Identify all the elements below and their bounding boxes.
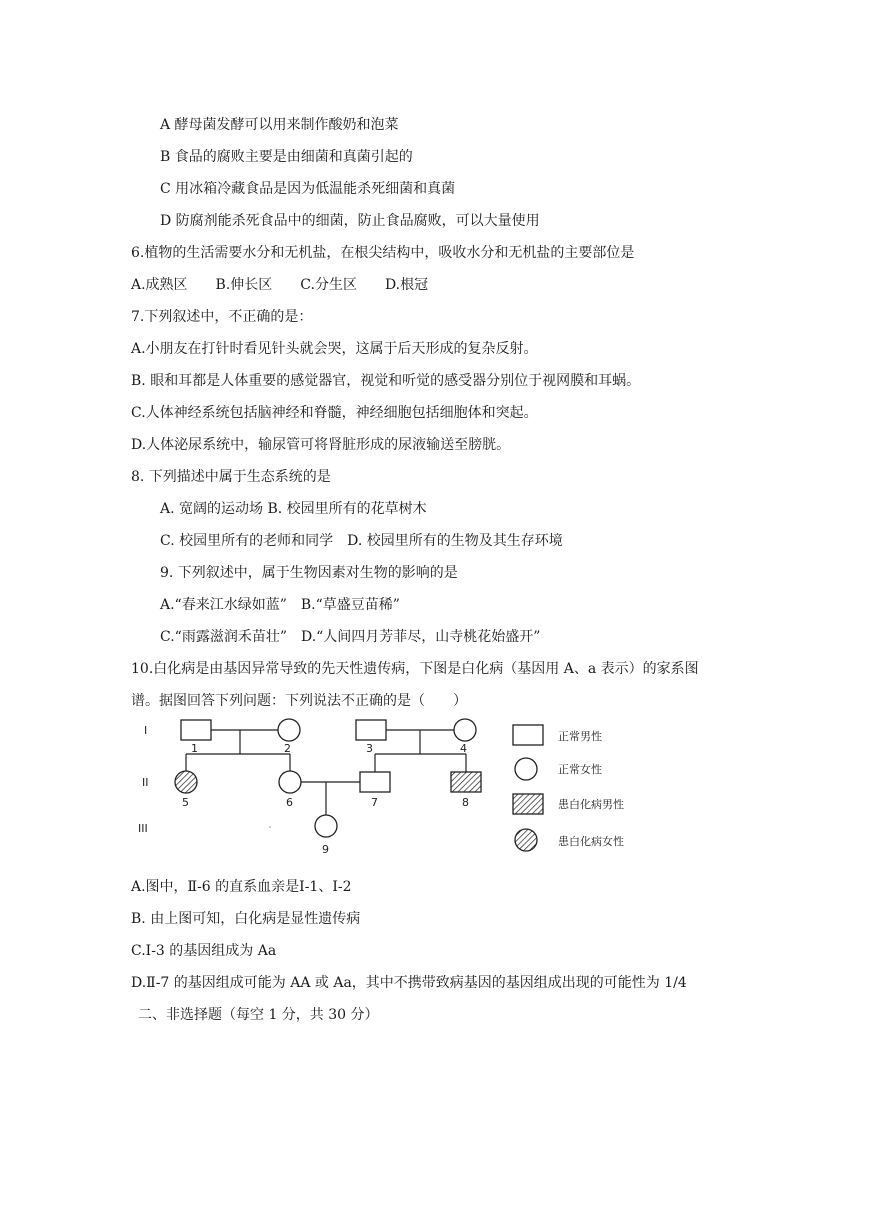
label-4: 4 — [460, 742, 467, 755]
q7-option-b: B. 眼和耳都是人体重要的感觉器官，视觉和听觉的感受器分别位于视网膜和耳蜗。 — [131, 373, 641, 389]
label-8: 8 — [462, 796, 469, 809]
individual-6-normal-female — [279, 771, 301, 793]
label-9: 9 — [322, 843, 329, 856]
section-heading-non-choice: 二、非选择题（每空 1 分，共 30 分） — [138, 1007, 379, 1023]
q8-options-row1: A. 宽阔的运动场 B. 校园里所有的花草树木 — [160, 501, 427, 517]
q10-option-b: B. 由上图可知，白化病是显性遗传病 — [131, 911, 361, 927]
label-2: 2 — [284, 742, 291, 755]
q8-options-row2: C. 校园里所有的老师和同学 D. 校园里所有的生物及其生存环境 — [160, 533, 563, 549]
individual-8-affected-male — [451, 772, 481, 792]
individual-1-normal-male — [181, 720, 211, 740]
scan-artifact — [269, 826, 271, 828]
legend-symbol-normal-female — [515, 758, 537, 780]
q9-stem: 9. 下列叙述中，属于生物因素对生物的影响的是 — [160, 565, 458, 581]
q5-option-b: B 食品的腐败主要是由细菌和真菌引起的 — [160, 149, 413, 165]
legend-label-normal-male: 正常男性 — [558, 730, 602, 743]
legend-symbol-normal-male — [513, 725, 543, 745]
legend-label-affected-male: 患白化病男性 — [558, 798, 624, 811]
q10-option-a: A.图中，Ⅱ-6 的直系血亲是Ⅰ-1、Ⅰ-2 — [131, 879, 352, 895]
pedigree-svg — [130, 712, 650, 862]
legend-symbol-affected-female — [515, 829, 537, 851]
q5-option-d: D 防腐剂能杀死食品中的细菌，防止食品腐败，可以大量使用 — [160, 213, 540, 229]
q9-options-row1: A.“春来江水绿如蓝” B.“草盛豆苗稀” — [160, 597, 400, 613]
generation-label-ii: II — [142, 776, 149, 789]
generation-label-i: I — [144, 724, 148, 737]
individual-3-normal-male — [356, 720, 386, 740]
label-7: 7 — [371, 796, 378, 809]
q6-stem: 6.植物的生活需要水分和无机盐，在根尖结构中，吸收水分和无机盐的主要部位是 — [131, 245, 635, 261]
legend-label-normal-female: 正常女性 — [558, 763, 602, 776]
q6-options: A.成熟区 B.伸长区 C.分生区 D.根冠 — [131, 277, 429, 293]
q8-stem: 8. 下列描述中属于生态系统的是 — [131, 469, 331, 485]
q5-option-c: C 用冰箱冷藏食品是因为低温能杀死细菌和真菌 — [160, 181, 456, 197]
individual-2-normal-female — [278, 719, 300, 741]
label-1: 1 — [191, 742, 198, 755]
q7-option-d: D.人体泌尿系统中，输尿管可将肾脏形成的尿液输送至膀胱。 — [131, 437, 511, 453]
q10-stem-line2: 谱。据图回答下列问题：下列说法不正确的是（ ） — [131, 693, 467, 709]
q7-option-c: C.人体神经系统包括脑神经和脊髓，神经细胞包括细胞体和突起。 — [131, 405, 538, 421]
q7-option-a: A.小朋友在打针时看见针头就会哭，这属于后天形成的复杂反射。 — [131, 341, 538, 357]
individual-9-normal-female — [315, 815, 337, 837]
generation-label-iii: III — [138, 822, 148, 835]
legend-symbol-affected-male — [513, 794, 543, 814]
individual-7-normal-male — [360, 772, 390, 792]
q5-option-a: A 酵母菌发酵可以用来制作酸奶和泡菜 — [160, 117, 399, 133]
label-6: 6 — [286, 796, 293, 809]
individual-4-normal-female — [454, 719, 476, 741]
label-3: 3 — [366, 742, 373, 755]
q10-stem-line1: 10.白化病是由基因异常导致的先天性遗传病，下图是白化病（基因用 A、a 表示）的家系图 — [131, 661, 699, 677]
individual-5-affected-female — [175, 771, 197, 793]
q10-option-c: C.Ⅰ-3 的基因组成为 Aa — [131, 943, 277, 959]
q7-stem: 7.下列叙述中，不正确的是： — [131, 309, 313, 325]
legend-label-affected-female: 患白化病女性 — [558, 835, 624, 848]
q10-option-d: D.Ⅱ-7 的基因组成可能为 AA 或 Aa，其中不携带致病基因的基因组成出现的可能性为 1/4 — [131, 975, 687, 991]
q9-options-row2: C.“雨露滋润禾苗壮” D.“人间四月芳菲尽，山寺桃花始盛开” — [160, 629, 541, 645]
pedigree-chart — [130, 712, 650, 862]
label-5: 5 — [182, 796, 189, 809]
